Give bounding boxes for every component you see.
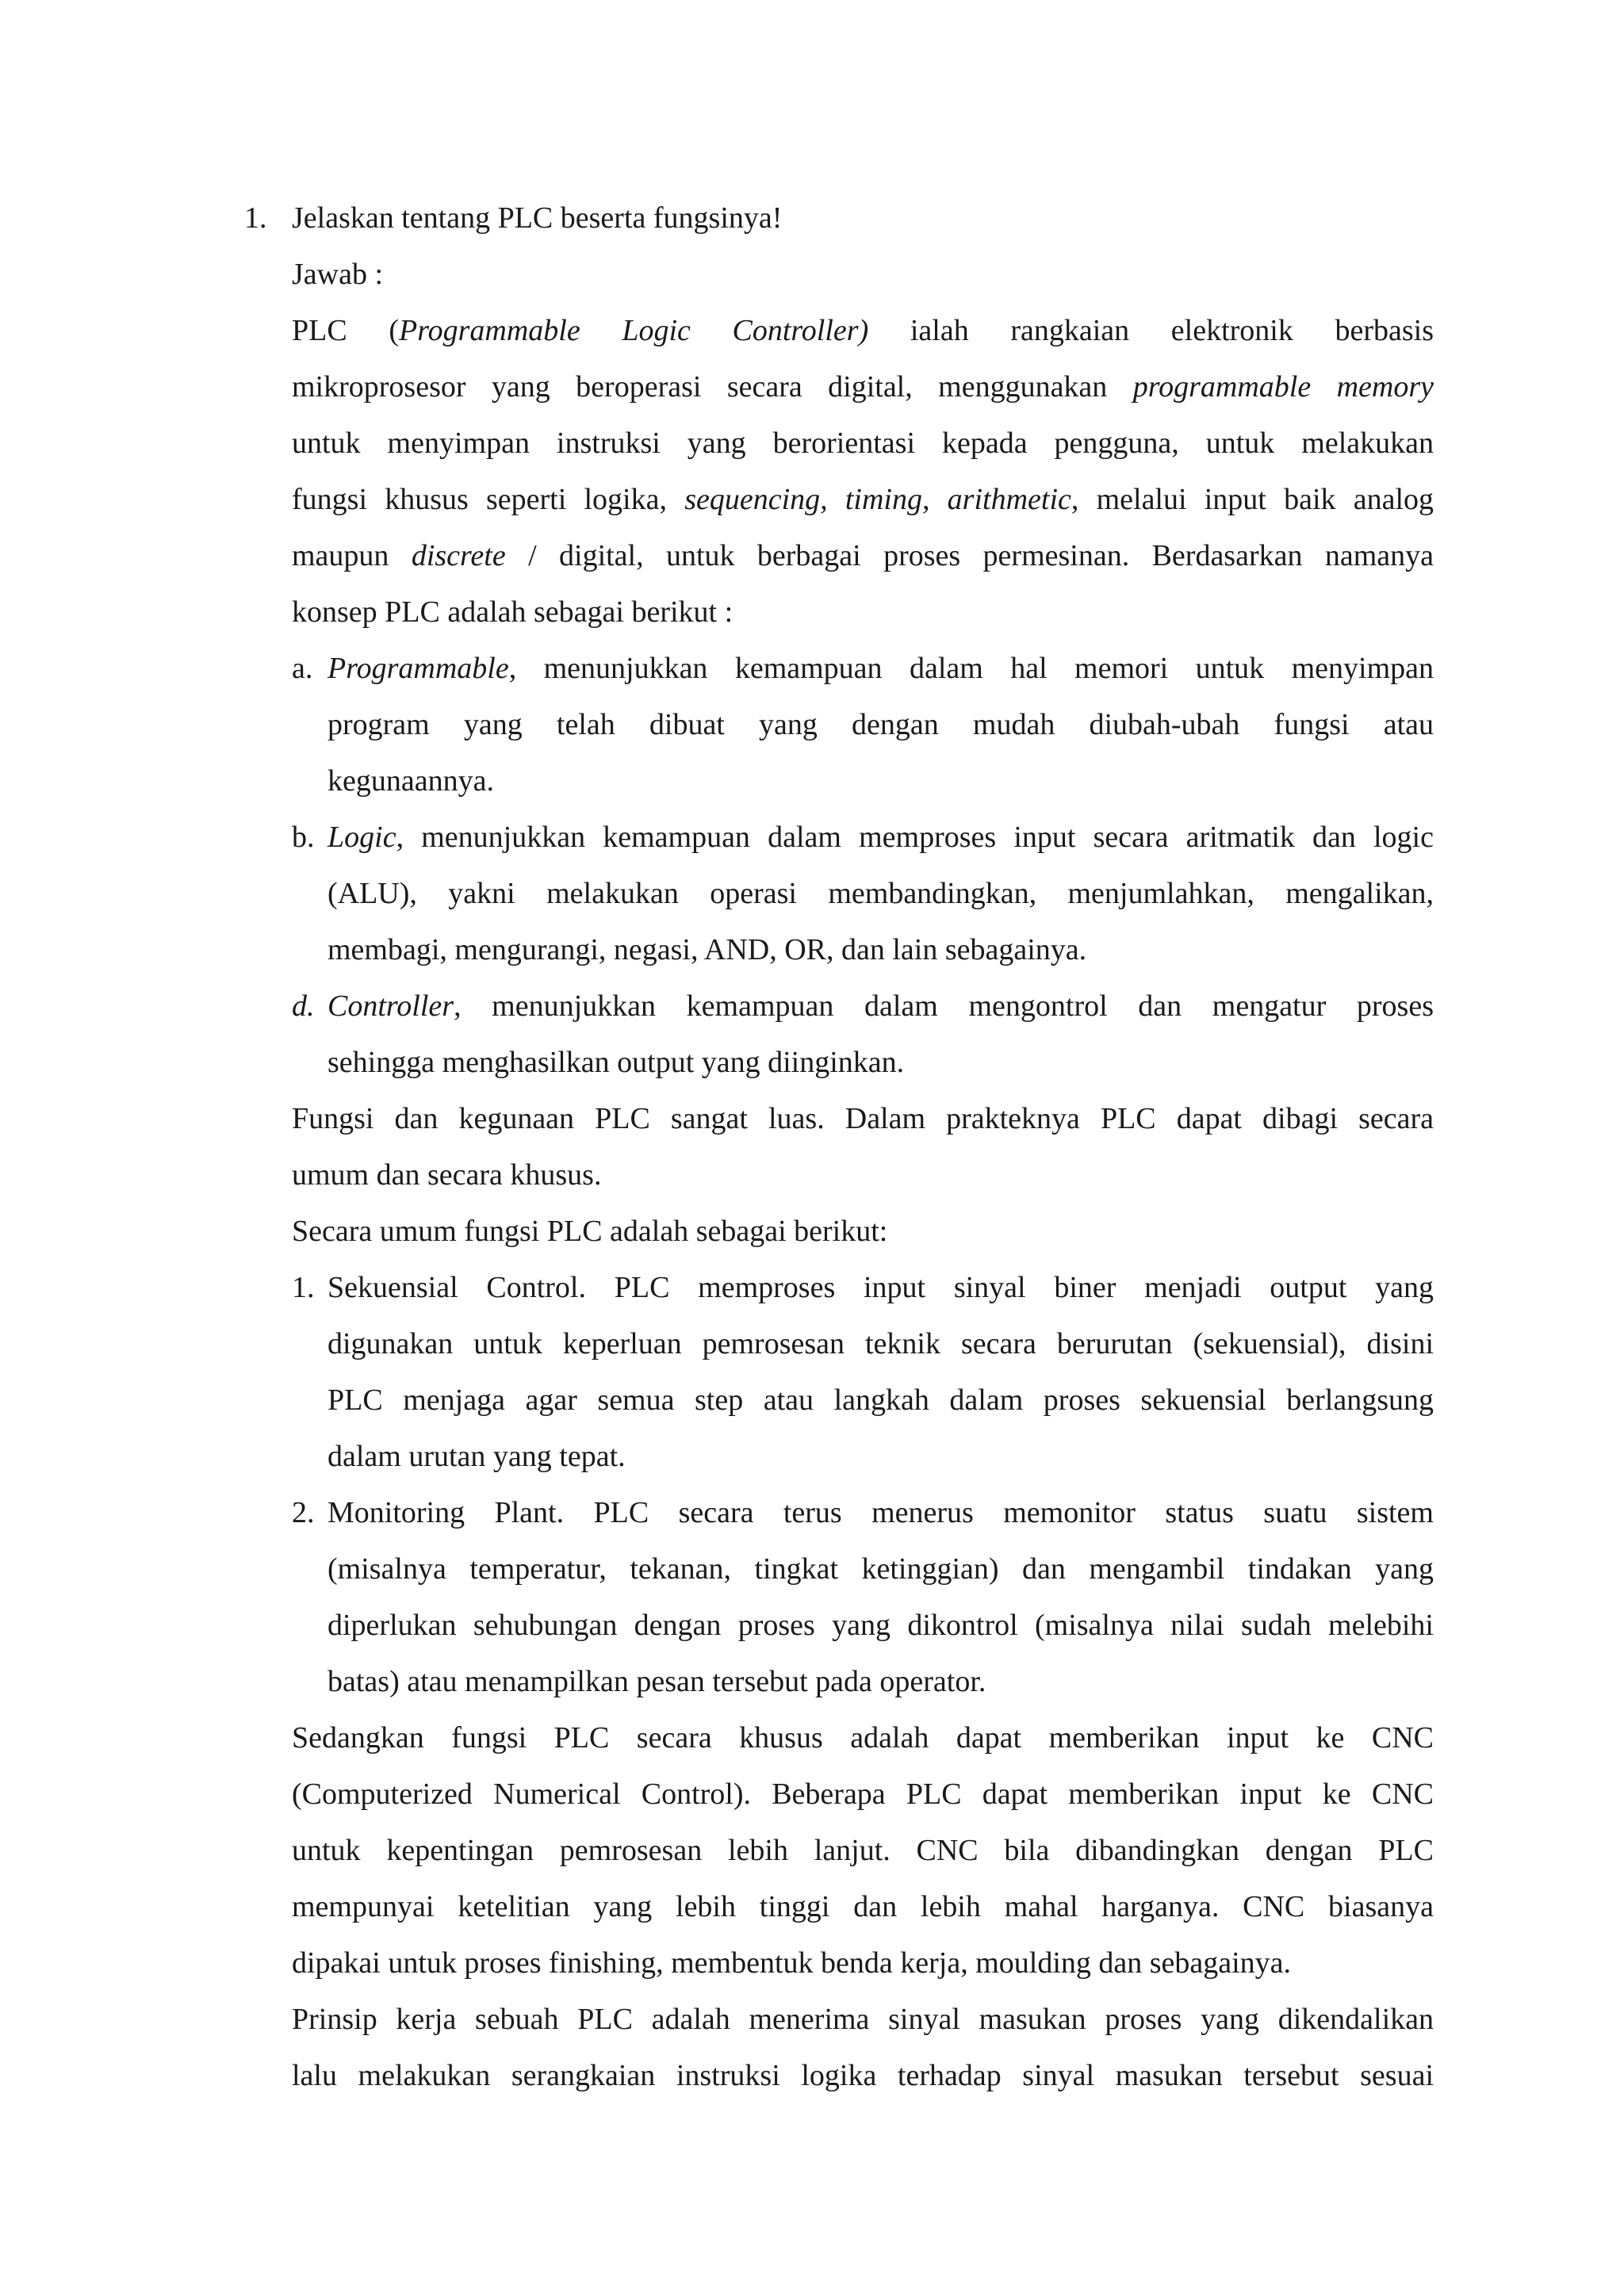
intro-paren: ( [389,314,399,347]
intro-text: / digital, untuk berbagai proses permesinan. Berdasarkan namanya [528,539,1434,572]
concept-label: d. [292,989,315,1023]
concept-line: program yang telah dibuat yang dengan mudah diubah-ubah fungsi atau [327,708,1434,741]
general-label: 1. [292,1271,315,1304]
principle-line: Prinsip kerja sebuah PLC adalah menerima sinyal masukan proses yang dikendalikan [292,2003,1434,2036]
general-text: Sekuensial Control. PLC memproses input sinyal biner menjadi output yang [327,1271,1434,1304]
special-line: dipakai untuk proses finishing, membentuk benda kerja, moulding dan sebagainya. [292,1946,1292,1980]
general-item [292,1485,1434,1541]
intro-line-4 [292,472,1434,528]
concept-line: sehingga menghasilkan output yang diinginkan. [327,1046,905,1079]
intro-line-1 [292,303,1434,359]
special-line: Sedangkan fungsi PLC secara khusus adalah dapat memberikan input ke CNC [292,1721,1434,1755]
intro-line-2 [292,359,1434,415]
concept-term: Logic [327,821,396,854]
intro-text: fungsi khusus seperti logika, [292,483,667,516]
concept-term: Controller [327,989,454,1023]
intro-term-discrete: discrete [411,539,506,572]
general-item [292,1260,1434,1316]
intro-line-6: konsep PLC adalah sebagai berikut : [292,595,733,629]
principle-line: lalu melakukan serangkaian instruksi logika terhadap sinyal masukan tersebut sesuai [292,2059,1434,2092]
intro-term-memory: programmable memory [1132,370,1434,404]
concept-item [292,978,1434,1035]
answer-label: Jawab : [292,258,384,291]
concept-item [292,809,1434,866]
concept-text: , menunjukkan kemampuan dalam mengontrol dan mengatur proses [454,989,1434,1023]
intro-text: PLC [292,314,347,347]
concept-text: , menunjukkan kemampuan dalam memproses input secara aritmatik dan logic [396,821,1434,854]
question-line [244,190,1434,247]
intro-text: , melalui input baik analog [1071,483,1434,516]
special-line: untuk kepentingan pemrosesan lebih lanjut. CNC bila dibandingkan dengan PLC [292,1834,1434,1867]
general-label: 2. [292,1496,315,1529]
intro-text: maupun [292,539,389,572]
concept-text: , menunjukkan kemampuan dalam hal memori untuk menyimpan [508,652,1434,685]
special-line: mempunyai ketelitian yang lebih tinggi dan lebih mahal harganya. CNC biasanya [292,1890,1434,1923]
question-number: 1. [244,201,267,235]
intro-term-functions: sequencing, timing, arithmetic [684,483,1071,516]
concept-line: membagi, mengurangi, negasi, AND, OR, dan lain sebagainya. [327,933,1087,966]
document-content [244,190,1434,2104]
concept-item [292,641,1434,697]
concept-line: kegunaannya. [327,764,494,798]
general-text: Monitoring Plant. PLC secara terus menerus memonitor status suatu sistem [327,1496,1434,1529]
special-line: (Computerized Numerical Control). Beberapa PLC dapat memberikan input ke CNC [292,1777,1434,1811]
intro-text: ialah rangkaian elektronik berbasis [910,314,1434,347]
question-text: Jelaskan tentang PLC beserta fungsinya! [292,201,783,235]
general-line: dalam urutan yang tepat. [327,1440,626,1473]
intro-line-3: untuk menyimpan instruksi yang berorientasi kepada pengguna, untuk melakukan [292,427,1434,460]
intro-line-5 [292,528,1434,584]
intro-text: mikroprosesor yang beroperasi secara digital, menggunakan [292,370,1108,404]
general-line: (misalnya temperatur, tekanan, tingkat ketinggian) dan mengambil tindakan yang [327,1552,1434,1586]
general-line: PLC menjaga agar semua step atau langkah dalam proses sekuensial berlangsung [327,1383,1434,1417]
concept-label: b. [292,821,315,854]
concept-label: a. [292,652,313,685]
general-heading: Secara umum fungsi PLC adalah sebagai berikut: [292,1215,888,1248]
general-line: batas) atau menampilkan pesan tersebut pada operator. [327,1665,986,1698]
functions-intro-line: umum dan secara khusus. [292,1158,602,1192]
concept-line: (ALU), yakni melakukan operasi membandingkan, menjumlahkan, mengalikan, [327,877,1434,910]
intro-term-plc: Programmable Logic Controller) [399,314,869,347]
general-line: diperlukan sehubungan dengan proses yang dikontrol (misalnya nilai sudah melebihi [327,1609,1434,1642]
functions-intro-line: Fungsi dan kegunaan PLC sangat luas. Dalam prakteknya PLC dapat dibagi secara [292,1102,1434,1135]
general-line: digunakan untuk keperluan pemrosesan teknik secara berurutan (sekuensial), disini [327,1327,1434,1360]
concept-term: Programmable [327,652,509,685]
